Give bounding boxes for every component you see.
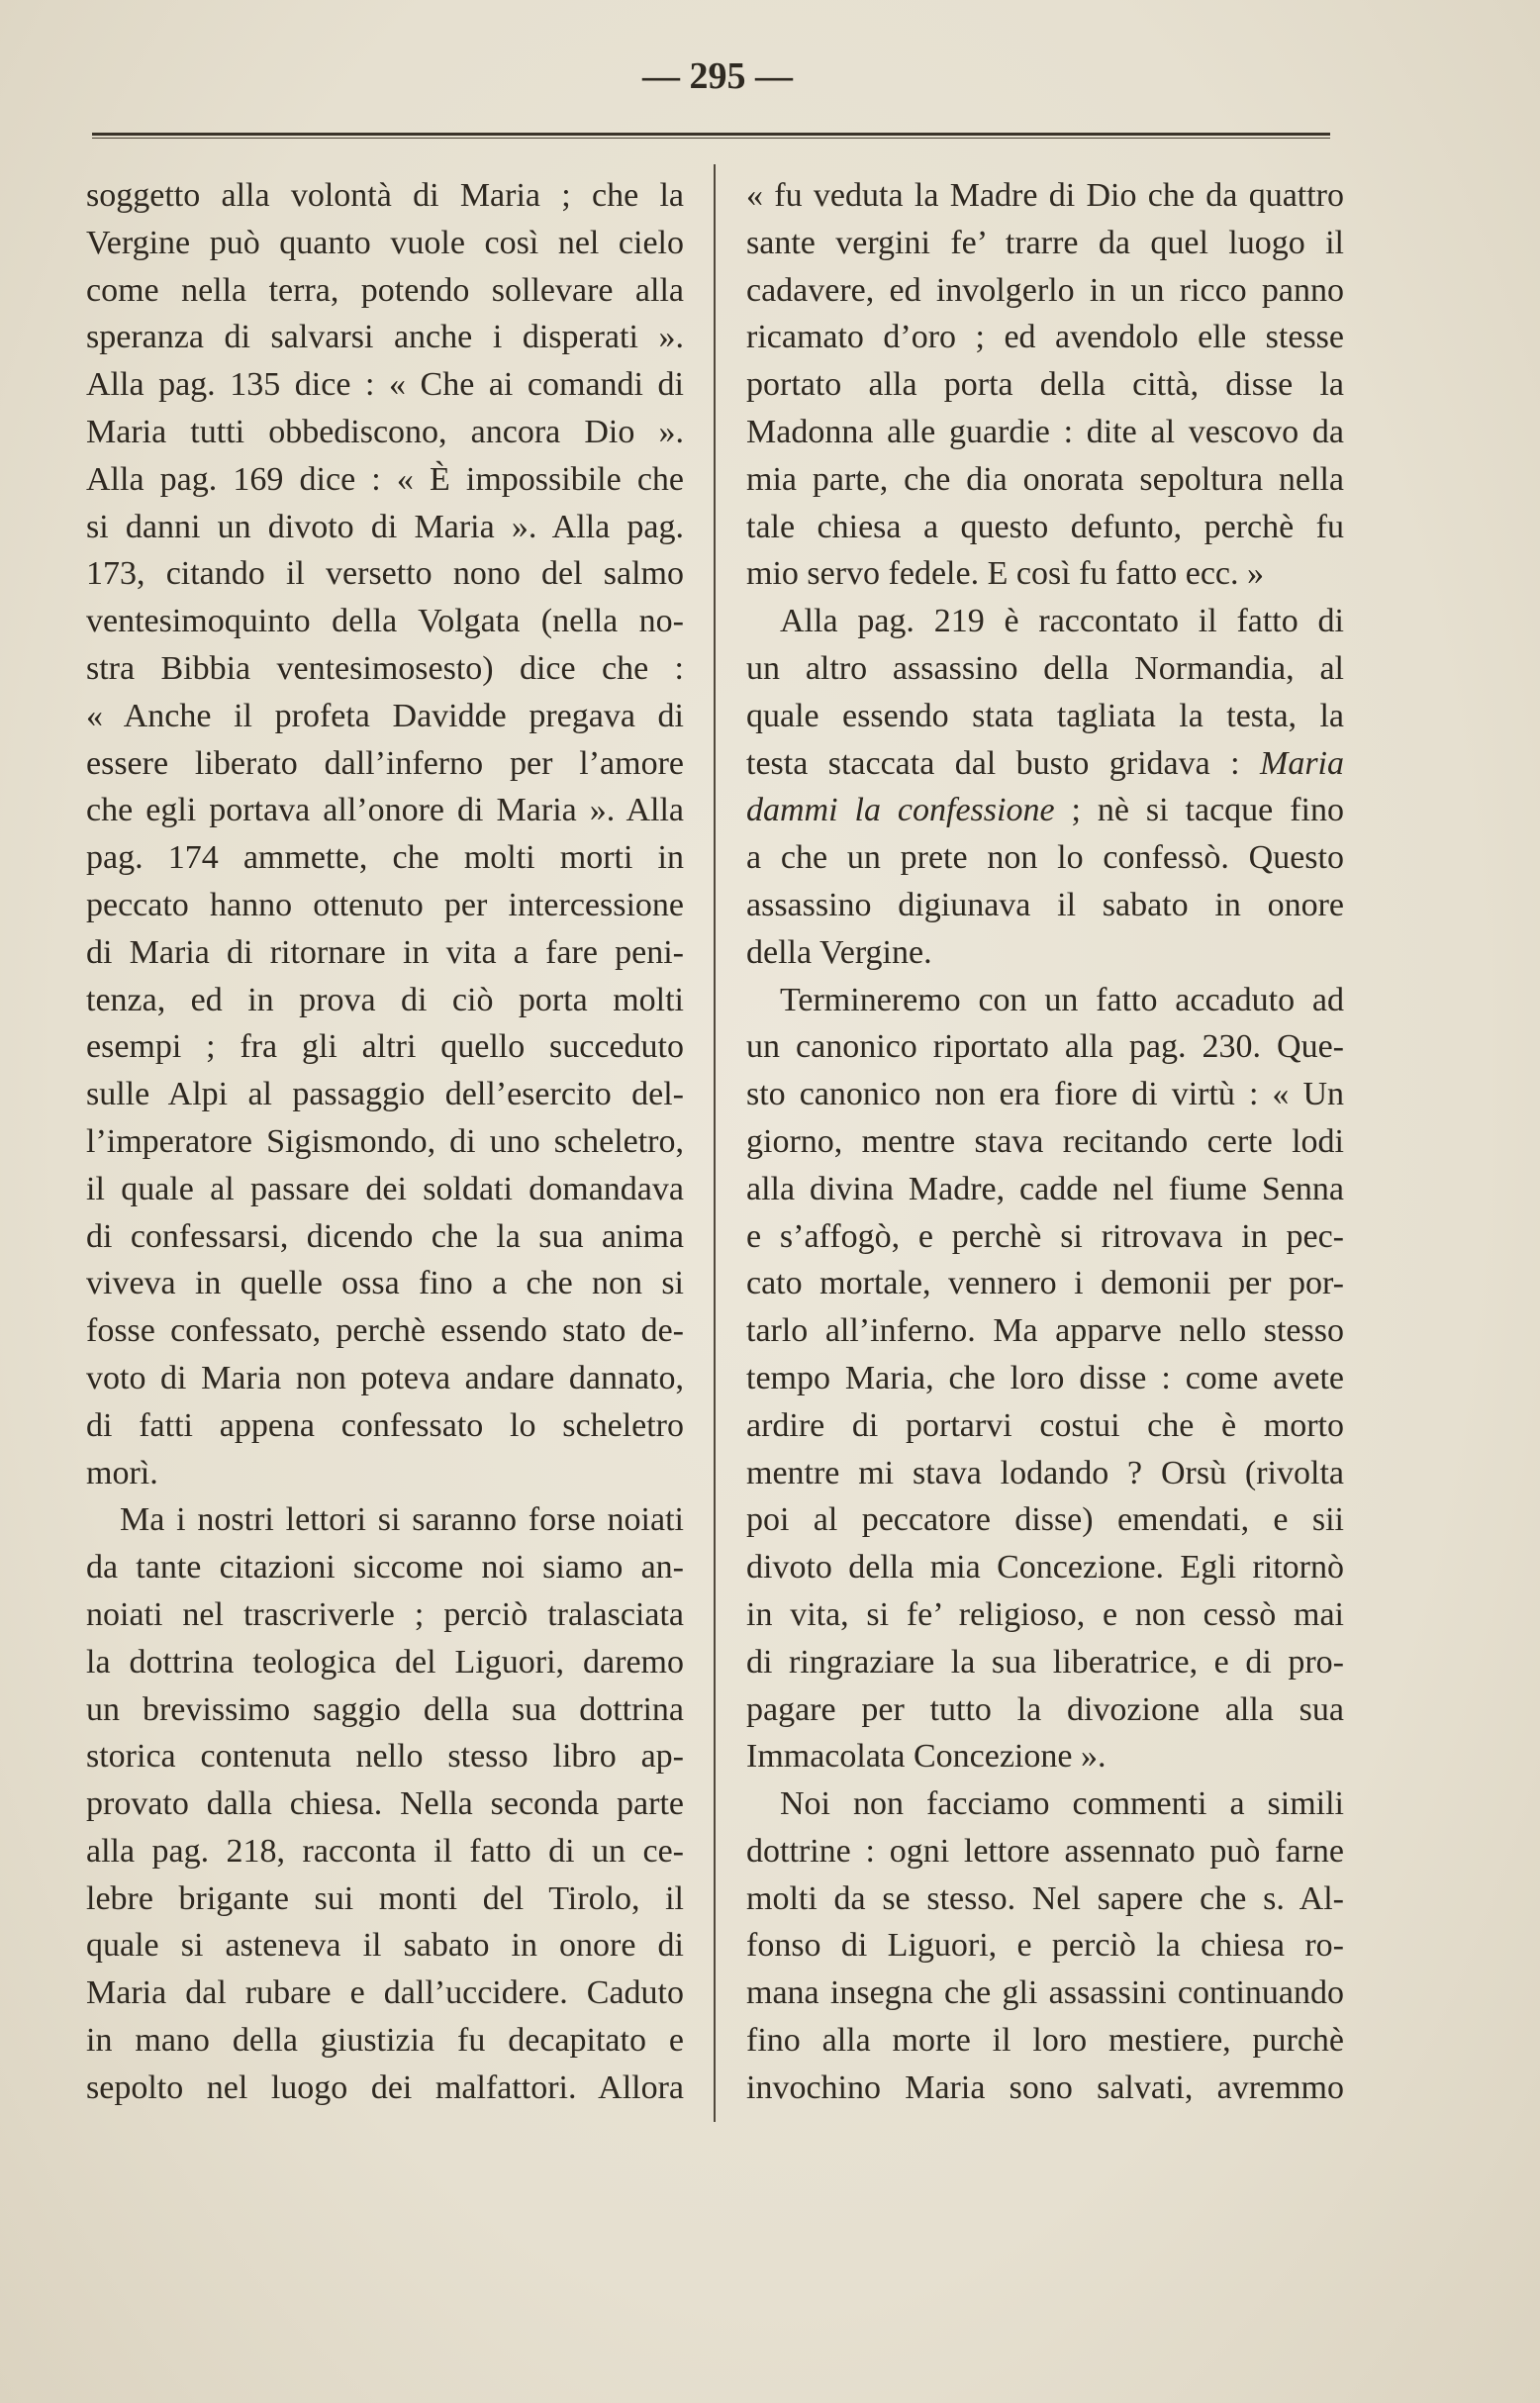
text-line: viveva in quelle ossa fino a che non si [86,1265,684,1302]
text-line: lebre brigante sui monti del Tirolo, il [86,1879,684,1917]
right-column [746,172,1344,2112]
text-line: giorno, mentre stava recitando certe lodi [746,1122,1344,1160]
text-line: Alla pag. 169 dice : « È impossibile che [86,460,684,498]
text-line: essere liberato dall’inferno per l’amore [86,744,684,782]
text-line: Alla pag. 135 dice : « Che ai comandi di [86,366,684,404]
text-line: noiati nel trascriverle ; perciò tralasciata [86,1595,684,1633]
text-line: pagare per tutto la divozione alla sua [746,1690,1344,1728]
paragraph [746,598,1344,976]
text-line: fonso di Liguori, e perciò la chiesa ro- [746,1927,1344,1965]
text-line: che egli portava all’onore di Maria ». Alla [86,792,684,829]
text-line: della Vergine. [746,933,932,971]
text-line: tenza, ed in prova di ciò porta molti [86,981,684,1018]
emphasized-text: Maria [1260,744,1344,782]
text-line: invochino Maria sono salvati, avremmo [746,2068,1344,2106]
text-line: soggetto alla volontà di Maria ; che la [86,177,684,214]
text-line: un brevissimo saggio della sua dottrina [86,1690,684,1728]
left-column [86,172,684,2112]
page-number: — 295 — [642,55,793,97]
text-line: assassino digiunava il sabato in onore [746,886,1344,923]
text-line: cadavere, ed involgerlo in un ricco panno [746,271,1344,309]
text-line: « Anche il profeta Davidde pregava di [86,697,684,734]
text-line: un canonico riportato alla pag. 230. Que- [746,1028,1344,1066]
text-line: un altro assassino della Normandia, al [746,649,1344,687]
text-line: fosse confessato, perchè essendo stato de- [86,1312,684,1350]
text-segment: ; nè si tacque fino [1054,792,1344,829]
text-line: si danni un divoto di Maria ». Alla pag. [86,508,684,545]
text-line: il quale al passare dei soldati domandava [86,1170,684,1207]
text-line: ardire di portarvi costui che è morto [746,1406,1344,1444]
text-line: Alla pag. 219 è raccontato il fatto di [780,603,1344,640]
text-line: cato mortale, vennero i demonii per por- [746,1265,1344,1302]
text-line: in vita, si fe’ religioso, e non cessò mai [746,1595,1344,1633]
text-line: mentre mi stava lodando ? Orsù (rivolta [746,1454,1344,1491]
text-line: sepolto nel luogo dei malfattori. Allora [86,2068,684,2106]
text-line: l’imperatore Sigismondo, di uno scheletro, [86,1122,684,1160]
text-line: molti da se stesso. Nel sapere che s. Al- [746,1879,1344,1917]
text-line: e s’affogò, e perchè si ritrovava in pec- [746,1217,1344,1255]
text-line: da tante citazioni siccome noi siamo an- [86,1549,684,1586]
text-line: quale si asteneva il sabato in onore di [86,1927,684,1965]
text-line: mio servo fedele. E così fu fatto ecc. » [746,555,1265,593]
paragraph [86,1496,684,2111]
text-line: poi al peccatore disse) emendati, e sii [746,1501,1344,1539]
paragraph [86,172,684,1496]
paragraph [746,977,1344,1781]
text-line: « fu veduta la Madre di Dio che da quattro [746,177,1344,214]
text-line: 173, citando il versetto nono del salmo [86,555,684,593]
text-line: ventesimoquinto della Volgata (nella no- [86,603,684,640]
text-line: fino alla morte il loro mestiere, purchè [746,2022,1344,2060]
paragraph [746,172,1344,598]
text-line: storica contenuta nello stesso libro ap- [86,1738,684,1776]
text-line: Vergine può quanto vuole così nel cielo [86,224,684,261]
text-line: sulle Alpi al passaggio dell’esercito del- [86,1076,684,1113]
text-line: Madonna alle guardie : dite al vescovo da [746,413,1344,450]
text-line: di Maria di ritornare in vita a fare peni- [86,933,684,971]
text-line: voto di Maria non poteva andare dannato, [86,1359,684,1396]
text-line: Maria dal rubare e dall’uccidere. Caduto [86,1974,684,2012]
emphasized-text: dammi la confessione [746,792,1055,829]
text-line: tarlo all’inferno. Ma apparve nello stesso [746,1312,1344,1350]
text-line: la dottrina teologica del Liguori, daremo [86,1643,684,1681]
text-line: Maria tutti obbediscono, ancora Dio ». [86,413,684,450]
text-segment: testa staccata dal busto gridava : [746,744,1260,782]
text-line: esempi ; fra gli altri quello succeduto [86,1028,684,1066]
header-rule [92,133,1330,139]
text-line: sante vergini fe’ trarre da quel luogo il [746,224,1344,261]
text-line: morì. [86,1454,158,1491]
text-line: pag. 174 ammette, che molti morti in [86,839,684,877]
column-divider [714,164,716,2122]
text-line: ricamato d’oro ; ed avendolo elle stesse [746,319,1344,356]
text-line: Ma i nostri lettori si saranno forse noiati [120,1501,684,1539]
text-line: dottrine : ogni lettore assennato può farne [746,1832,1344,1870]
text-line: alla divina Madre, cadde nel fiume Senna [746,1170,1344,1207]
text-line: Noi non facciamo commenti a simili [780,1785,1344,1823]
text-line: portato alla porta della città, disse la [746,366,1344,404]
text-line: mana insegna che gli assassini continuando [746,1974,1344,2012]
text-line: speranza di salvarsi anche i disperati ». [86,319,684,356]
text-line: stra Bibbia ventesimosesto) dice che : [86,649,684,687]
paragraph [746,1780,1344,2112]
text-line: Termineremo con un fatto accaduto ad [780,981,1344,1018]
text-line: a che un prete non lo confessò. Questo [746,839,1344,877]
text-line: come nella terra, potendo sollevare alla [86,271,684,309]
text-line: alla pag. 218, racconta il fatto di un ce- [86,1832,684,1870]
text-line: in mano della giustizia fu decapitato e [86,2022,684,2060]
text-line: di confessarsi, dicendo che la sua anima [86,1217,684,1255]
text-line: quale essendo stata tagliata la testa, la [746,697,1344,734]
text-line: di fatti appena confessato lo scheletro [86,1406,684,1444]
text-line [746,787,1344,834]
text-line: provato dalla chiesa. Nella seconda parte [86,1785,684,1823]
text-line: sto canonico non era fiore di virtù : « Un [746,1076,1344,1113]
text-line [746,740,1344,788]
text-line: mia parte, che dia onorata sepoltura nella [746,460,1344,498]
text-line: tempo Maria, che loro disse : come avete [746,1359,1344,1396]
text-line: Immacolata Concezione ». [746,1738,1107,1776]
text-line: peccato hanno ottenuto per intercessione [86,886,684,923]
text-line: di ringraziare la sua liberatrice, e di pro- [746,1643,1344,1681]
text-line: tale chiesa a questo defunto, perchè fu [746,508,1344,545]
text-line: divoto della mia Concezione. Egli ritornò [746,1549,1344,1586]
